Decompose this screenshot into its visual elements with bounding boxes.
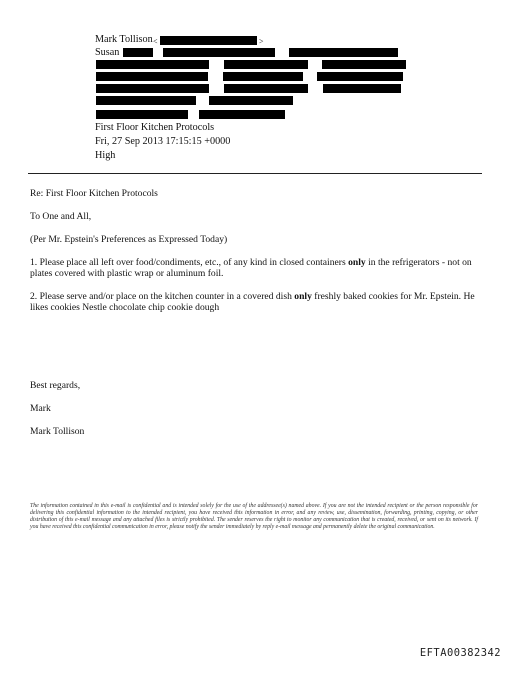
subject-value: First Floor Kitchen Protocols — [95, 122, 215, 133]
to-value: Susan — [95, 47, 120, 58]
redaction-box — [96, 96, 196, 105]
redaction-box — [163, 48, 275, 57]
redaction-box — [96, 60, 209, 69]
redaction-box — [160, 36, 257, 45]
redaction-box — [96, 110, 188, 119]
bates-number: EFTA00382342 — [419, 647, 501, 659]
bracket-open: < — [153, 37, 158, 46]
confidentiality-disclaimer: The information contained in this e-mail is confidential and is intended solely for the use of the addressee(s) named above. If you are not the intended recipient or the person responsible for delivering this confidential information to the intended recipient, you have received this information in error, and any review, use, dissemination, forwarding, printing, copying, or other distribution of this e-mail message and any attached files is strictly prohibited. The sender reserves the right to monitor any communication that is created, received, or sent on its network. If you have received this confidential communication in error, please notify the sender immediately by reply e-mail message and permanently delete the original communication. — [30, 503, 478, 531]
redaction-box — [322, 60, 406, 69]
signature-first-name: Mark — [30, 403, 51, 414]
item1-emphasis: only — [348, 257, 366, 268]
header-divider — [28, 173, 482, 174]
closing: Best regards, — [30, 380, 81, 391]
redaction-box — [224, 84, 308, 93]
importance-value: High — [95, 150, 116, 161]
redaction-box — [224, 60, 308, 69]
redaction-box — [209, 96, 293, 105]
from-value: Mark Tollison — [95, 34, 153, 45]
redaction-box — [96, 72, 208, 81]
item2-emphasis: only — [294, 291, 312, 302]
instruction-item-1 — [30, 257, 485, 279]
bracket-close: > — [259, 37, 264, 46]
signature-full-name: Mark Tollison — [30, 426, 85, 437]
redaction-box — [317, 72, 403, 81]
item2-text-end: freshly baked cookies for Mr. Epstein. He likes cookies Nestle chocolate chip cookie dough — [30, 291, 475, 314]
redaction-box — [289, 48, 398, 57]
item1-text-end: in the refrigerators - not on plates covered with plastic wrap or aluminum foil. — [30, 257, 472, 280]
redaction-box — [323, 84, 401, 93]
re-line: Re: First Floor Kitchen Protocols — [30, 188, 158, 199]
item2-text-start: 2. Please serve and/or place on the kitchen counter in a covered dish — [30, 291, 295, 302]
redaction-box — [123, 48, 153, 57]
greeting: To One and All, — [30, 211, 92, 222]
date-value: Fri, 27 Sep 2013 17:15:15 +0000 — [95, 136, 231, 147]
redaction-box — [199, 110, 285, 119]
preface: (Per Mr. Epstein's Preferences as Expressed Today) — [30, 234, 228, 245]
redaction-box — [96, 84, 209, 93]
item1-text-start: 1. Please place all left over food/condiments, etc., of any kind in closed containers — [30, 257, 349, 268]
redaction-box — [223, 72, 303, 81]
instruction-item-2 — [30, 291, 485, 313]
